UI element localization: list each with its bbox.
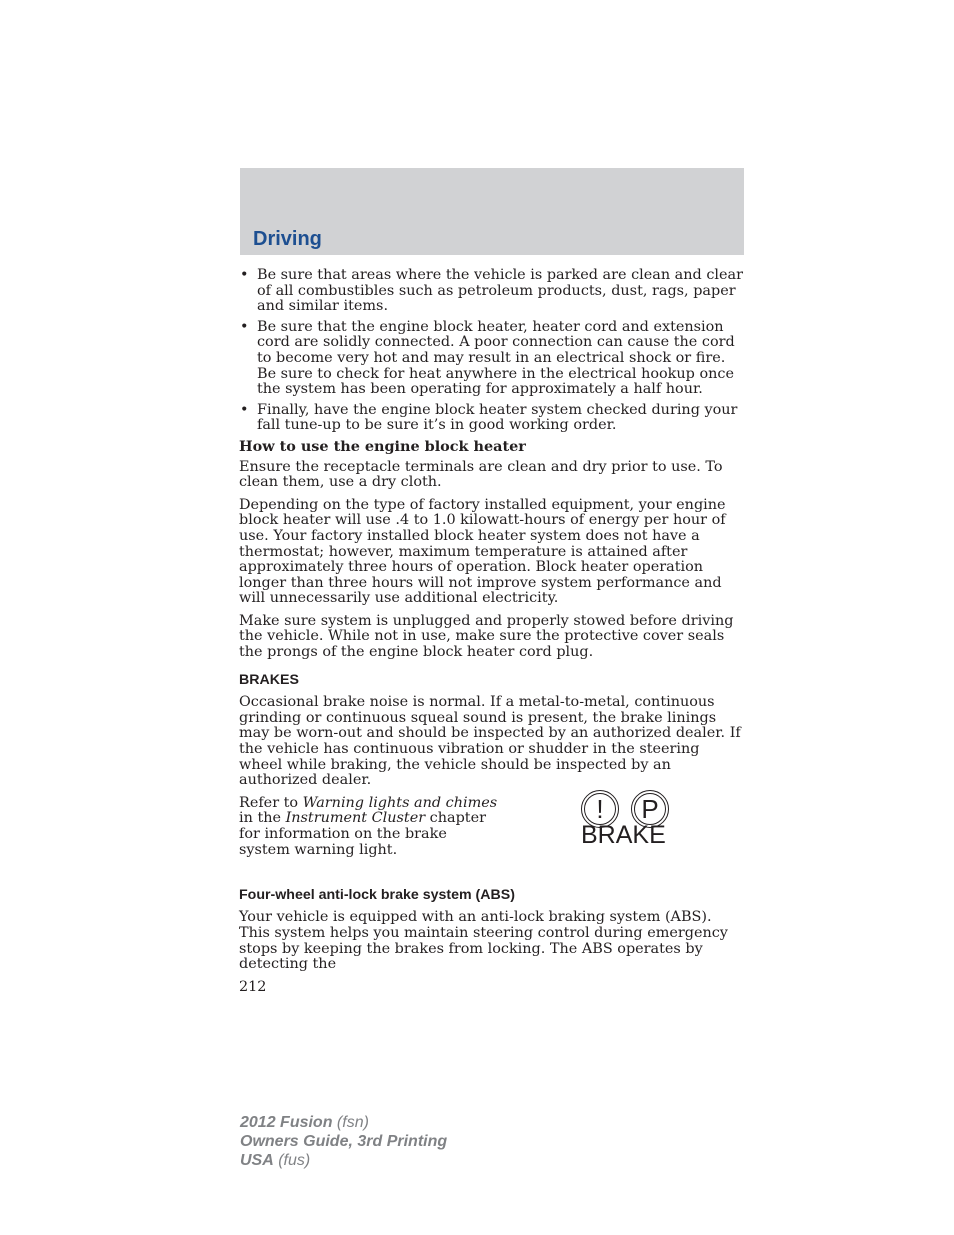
section-header-band bbox=[240, 168, 744, 255]
howto-paragraph-3: Make sure system is unplugged and properly stowed before driving the vehicle. While not in use, make sure the protective cover seals the prongs of the engine block heater cord plug. bbox=[239, 612, 734, 661]
howto-paragraph-2: Depending on the type of factory installed equipment, your engine block heater will use .4 to 1.0 kilowatt-hours of energy per hour of use. Your factory installed block heater system does not have a thermostat; however, maximum temperature is attained after approximately three hours of operation. Block heater operation longer than three hours will not improve system performance and will unnecessarily use additional electricity. bbox=[239, 496, 726, 607]
bullet-text: Be sure that the engine block heater, heater cord and extension cord are solidly connected. A poor connection can cause the cord to become very hot and may result in an electrical shock or fire. Be sure to check for heat anywhere in the electrical hookup once the system has been operating for approximately a half hour. bbox=[257, 318, 735, 398]
refer-link-warning-lights: Warning lights and chimes bbox=[302, 794, 498, 811]
howto-paragraph-1: Ensure the receptacle terminals are clean and dry prior to use. To clean them, use a dry cloth. bbox=[239, 458, 723, 491]
footer-market-code: (fus) bbox=[273, 1152, 311, 1169]
footer-line-2 bbox=[240, 1132, 447, 1151]
abs-heading: Four-wheel anti-lock brake system (ABS) bbox=[239, 886, 515, 903]
abs-paragraph: Your vehicle is equipped with an anti-lock braking system (ABS). This system helps you maintain steering control during emergency stops by keeping the brakes from locking. The ABS operates by detecting the bbox=[239, 909, 728, 973]
list-item bbox=[239, 268, 745, 315]
footer-model-code: (fsn) bbox=[332, 1114, 369, 1131]
bullet-dot: • bbox=[240, 401, 249, 418]
page-number: 212 bbox=[239, 978, 267, 995]
brake-warning-reference bbox=[239, 793, 745, 876]
footer-line-3 bbox=[240, 1151, 447, 1170]
brakes-heading: BRAKES bbox=[239, 671, 299, 688]
footer-market: USA bbox=[240, 1152, 274, 1169]
bullet-text: Finally, have the engine block heater system checked during your fall tune-up to be sure it’s in good working order. bbox=[257, 401, 738, 434]
page-content bbox=[239, 268, 745, 995]
list-item bbox=[239, 403, 745, 434]
brake-warning-icon bbox=[579, 790, 679, 854]
footer-line-1 bbox=[240, 1113, 447, 1132]
bullet-dot: • bbox=[240, 267, 249, 283]
brakes-paragraph: Occasional brake noise is normal. If a metal-to-metal, continuous grinding or continuous squeal sound is present, the brake linings may be worn-out and should be inspected by an authorized dealer. If the vehicle has continuous vibration or shudder in the steering wheel while braking, the vehicle should be inspected by an authorized dealer. bbox=[239, 694, 741, 789]
section-title: Driving bbox=[253, 228, 322, 250]
footer-guide: Owners Guide, 3rd Printing bbox=[240, 1133, 448, 1150]
howto-heading: How to use the engine block heater bbox=[239, 437, 526, 455]
refer-text-3: chapter for information on the brake system warning light. bbox=[239, 810, 486, 858]
refer-text-1: Refer to bbox=[239, 794, 303, 811]
brake-reference-text bbox=[239, 796, 501, 858]
list-item bbox=[239, 320, 745, 398]
footer-model: 2012 Fusion bbox=[240, 1114, 333, 1131]
exclamation-circle-icon: ! bbox=[581, 790, 619, 828]
brake-word: BRAKE bbox=[581, 820, 666, 849]
refer-link-instrument-cluster: Instrument Cluster bbox=[285, 810, 426, 827]
refer-text-2: in the bbox=[239, 810, 286, 827]
park-circle-icon: P bbox=[631, 790, 669, 828]
bullet-list bbox=[239, 268, 745, 434]
bullet-dot: • bbox=[240, 318, 249, 335]
bullet-text: Be sure that areas where the vehicle is parked are clean and clear of all combustibles such as petroleum products, dust, rags, paper and similar items. bbox=[257, 267, 743, 315]
document-footer bbox=[240, 1113, 447, 1170]
